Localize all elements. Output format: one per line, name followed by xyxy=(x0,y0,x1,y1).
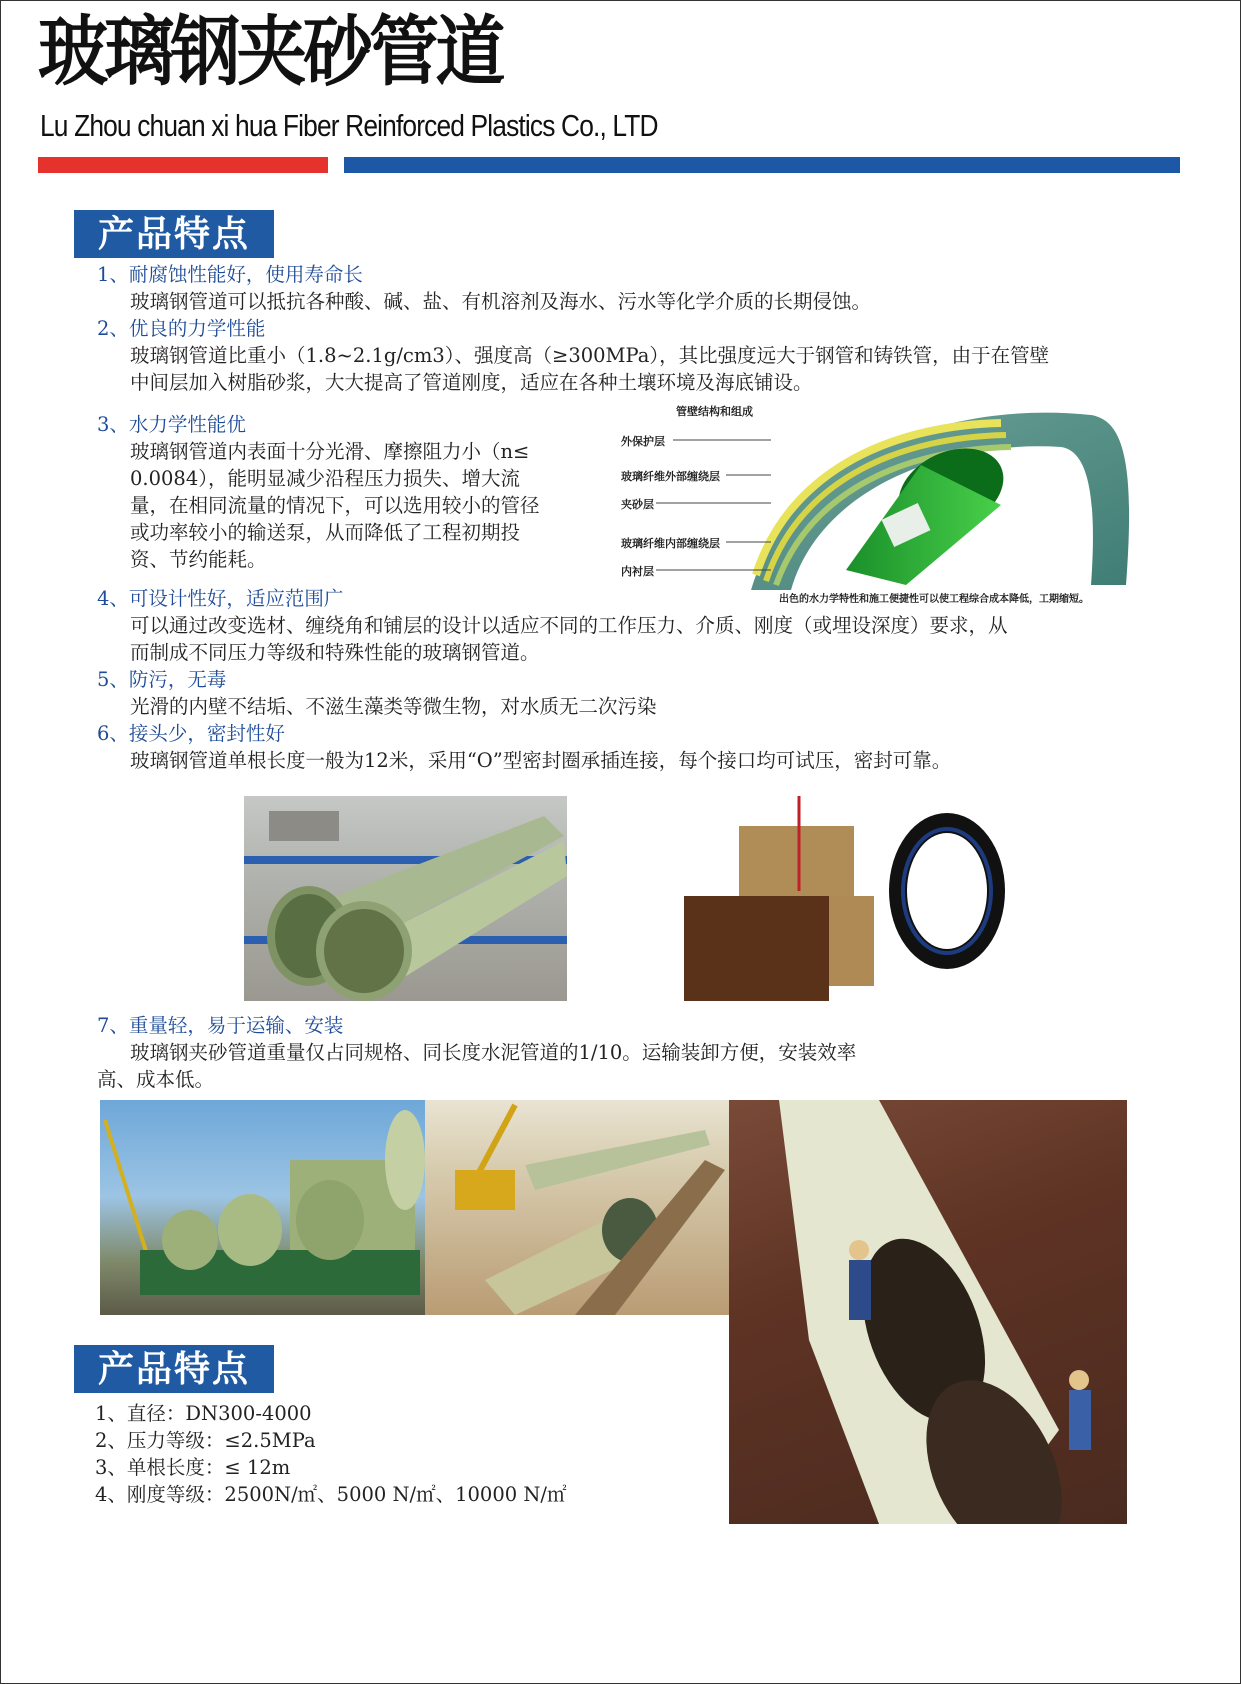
feature-3-text-line: 或功率较小的输送泵，从而降低了工程初期投 xyxy=(130,521,521,544)
trench-photo xyxy=(729,1100,1127,1524)
layer-label: 玻璃纤维外部缠绕层 xyxy=(621,470,720,483)
transport-photo xyxy=(100,1100,425,1315)
joint-seal-illustration xyxy=(684,796,1014,1001)
feature-4-title: 4、可设计性好，适应范围广 xyxy=(97,587,344,610)
feature-7-title: 7、重量轻，易于运输、安装 xyxy=(97,1014,344,1037)
feature-7 xyxy=(97,1012,856,1093)
feature-1-title: 1、耐腐蚀性能好，使用寿命长 xyxy=(97,263,363,286)
layer-label: 玻璃纤维内部缠绕层 xyxy=(621,537,720,550)
feature-2-text-line: 中间层加入树脂砂浆，大大提高了管道刚度，适应在各种土壤环境及海底铺设。 xyxy=(130,371,813,394)
section-heading-specs: 产品特点 xyxy=(74,1345,274,1393)
spec-list xyxy=(95,1400,567,1508)
feature-6-text: 玻璃钢管道单根长度一般为12米，采用“O”型密封圈承插连接，每个接口均可试压，密封可靠。 xyxy=(130,749,952,772)
feature-3 xyxy=(97,411,540,573)
feature-3-text-line: 玻璃钢管道内表面十分光滑、摩擦阻力小（n≤ xyxy=(130,440,530,463)
layer-label: 内衬层 xyxy=(621,565,654,578)
pipes-photo xyxy=(244,796,567,1001)
spec-item: 4、刚度等级：2500N/㎡、5000 N/㎡、10000 N/㎡ xyxy=(95,1483,567,1506)
feature-4-6 xyxy=(97,585,1008,774)
diagram-caption: 出色的水力学特性和施工便捷性可以使工程综合成本降低，工期缩短。 xyxy=(779,594,1089,605)
pipe-layers-illustration xyxy=(621,395,1147,607)
installation-photo xyxy=(425,1100,729,1315)
layer-label: 外保护层 xyxy=(621,435,665,448)
pipes-illustration xyxy=(244,796,567,1001)
installation-illustration xyxy=(425,1100,729,1315)
page-title: 玻璃钢夹砂管道 xyxy=(38,7,502,96)
feature-2-title: 2、优良的力学性能 xyxy=(97,317,266,340)
joint-and-seal-photo xyxy=(684,796,1014,1001)
feature-6-title: 6、接头少，密封性好 xyxy=(97,722,285,745)
trench-illustration xyxy=(729,1100,1127,1524)
feature-4-text-line: 可以通过改变选材、缠绕角和铺层的设计以适应不同的工作压力、介质、刚度（或埋设深度）要求，从 xyxy=(130,614,1008,637)
feature-3-text-line: 量，在相同流量的情况下，可以选用较小的管径 xyxy=(130,494,540,517)
feature-7-text-tail: 高、成本低。 xyxy=(97,1068,215,1091)
layer-label: 夹砂层 xyxy=(621,498,654,511)
feature-1 xyxy=(97,261,1049,396)
transport-illustration xyxy=(100,1100,425,1315)
company-name: Lu Zhou chuan xi hua Fiber Reinforced Plastics Co., LTD xyxy=(40,108,658,143)
section-heading-features: 产品特点 xyxy=(74,210,274,258)
feature-3-text-line: 0.0084），能明显减少沿程压力损失、增大流 xyxy=(130,467,520,490)
feature-5-text: 光滑的内壁不结垢、不滋生藻类等微生物，对水质无二次污染 xyxy=(130,695,657,718)
red-divider xyxy=(38,157,328,173)
feature-7-text: 玻璃钢夹砂管道重量仅占同规格、同长度水泥管道的1/10。运输装卸方便，安装效率 xyxy=(130,1041,857,1064)
feature-4-text-line: 而制成不同压力等级和特殊性能的玻璃钢管道。 xyxy=(130,641,540,664)
blue-divider xyxy=(344,157,1180,173)
pipe-wall-structure-diagram xyxy=(621,395,1147,607)
spec-item: 2、压力等级：≤2.5MPa xyxy=(95,1429,316,1452)
feature-3-title: 3、水力学性能优 xyxy=(97,413,246,436)
feature-2-text-line: 玻璃钢管道比重小（1.8~2.1g/cm3）、强度高（≥300MPa），其比强度远大于钢管和铸铁管，由于在管壁 xyxy=(130,344,1050,367)
diagram-title: 管壁结构和组成 xyxy=(676,405,753,418)
spec-item: 1、直径：DN300-4000 xyxy=(95,1402,312,1425)
feature-3-text-line: 资、节约能耗。 xyxy=(130,548,267,571)
feature-1-text: 玻璃钢管道可以抵抗各种酸、碱、盐、有机溶剂及海水、污水等化学介质的长期侵蚀。 xyxy=(130,290,872,313)
feature-5-title: 5、防污，无毒 xyxy=(97,668,227,691)
spec-item: 3、单根长度：≤ 12m xyxy=(95,1456,291,1479)
